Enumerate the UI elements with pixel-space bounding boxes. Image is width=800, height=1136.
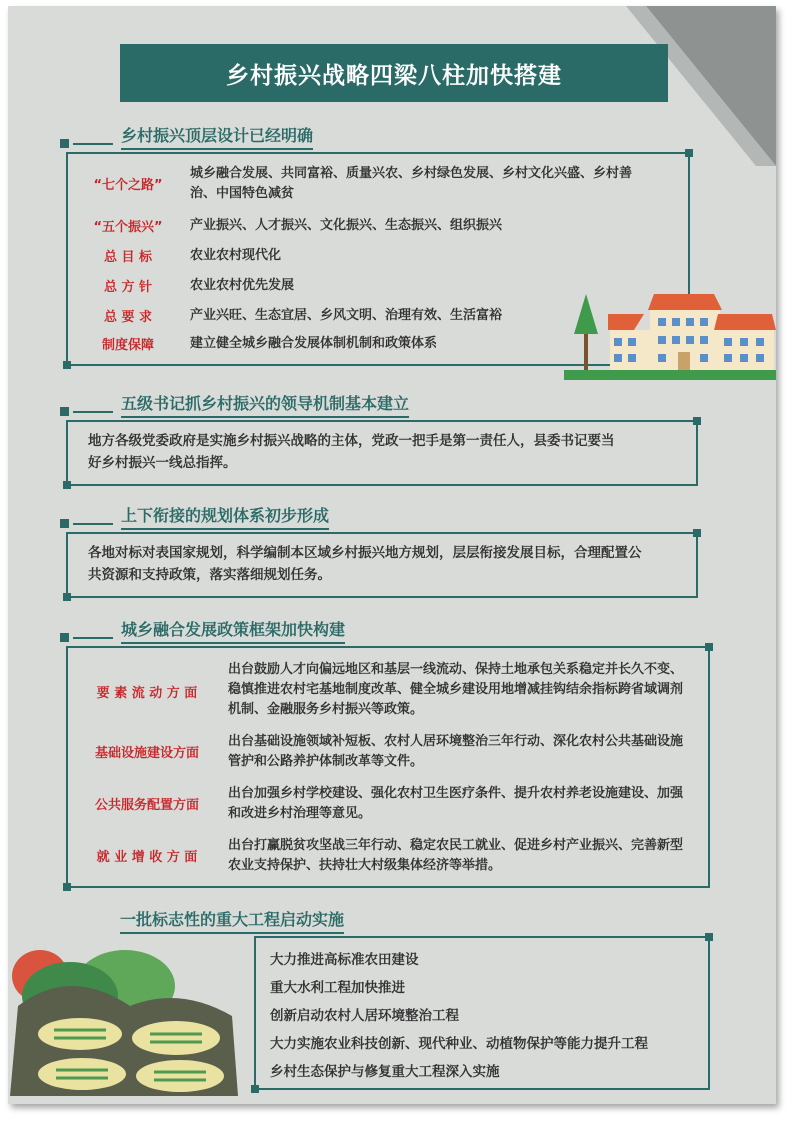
list-item: 重大水利工程加快推进 bbox=[270, 980, 405, 996]
row-label: 就 业 增 收 方 面 bbox=[96, 850, 198, 865]
row-label: 总 方 针 bbox=[103, 280, 153, 295]
farmland-illustration bbox=[10, 946, 238, 1096]
section5-heading-wrap bbox=[60, 910, 344, 934]
house-illustration bbox=[564, 284, 776, 380]
section1-heading-wrap bbox=[60, 126, 313, 150]
row-value: 建立健全城乡融合发展体制机制和政策体系 bbox=[190, 336, 438, 351]
list-item: 大力推进高标准农田建设 bbox=[270, 952, 419, 968]
page-title: 乡村振兴战略四梁八柱加快搭建 bbox=[120, 44, 668, 102]
row-label: “五个振兴” bbox=[93, 220, 163, 235]
row-label: 总 目 标 bbox=[103, 250, 153, 265]
section3-heading: 上下衔接的规划体系初步形成 bbox=[121, 506, 329, 530]
row-value: 出台鼓励人才向偏远地区和基层一线流动、保持土地承包关系稳定并长久不变、稳慎推进农村宅基地制度改革、健全城乡建设用地增减挂钩结余指标跨省域调剂机制、金融服务乡村振兴等政策。 bbox=[228, 662, 684, 717]
row-value: 城乡融合发展、共同富裕、质量兴农、乡村绿色发展、乡村文化兴盛、乡村善治、中国特色减贫 bbox=[190, 166, 633, 201]
poster bbox=[8, 6, 776, 1104]
row-label: 公共服务配置方面 bbox=[94, 798, 199, 813]
list-item: 大力实施农业科技创新、现代种业、动植物保护等能力提升工程 bbox=[270, 1036, 648, 1052]
row-value: 产业振兴、人才振兴、文化振兴、生态振兴、组织振兴 bbox=[190, 218, 503, 233]
section3-box bbox=[66, 532, 698, 598]
row-value: 出台加强乡村学校建设、强化农村卫生医疗条件、提升农村养老设施建设、加强和改进乡村治理等意见。 bbox=[228, 786, 684, 821]
section3-heading-wrap bbox=[60, 506, 329, 530]
row-value: 出台基础设施领域补短板、农村人居环境整治三年行动、深化农村公共基础设施管护和公路养护体制改革等文件。 bbox=[228, 734, 684, 769]
section2-text: 地方各级党委政府是实施乡村振兴战略的主体，党政一把手是第一责任人，县委书记要当好乡村振兴一线总指挥。 bbox=[88, 433, 615, 471]
section2-heading: 五级书记抓乡村振兴的领导机制基本建立 bbox=[121, 394, 409, 418]
section4-heading: 城乡融合发展政策框架加快构建 bbox=[121, 620, 345, 644]
section3-text: 各地对标对表国家规划，科学编制本区域乡村振兴地方规划，层层衔接发展目标，合理配置公共资源和支持政策，落实落细规划任务。 bbox=[88, 545, 642, 583]
row-value: 出台打赢脱贫攻坚战三年行动、稳定农民工就业、促进乡村产业振兴、完善新型农业支持保护、扶持壮大村级集体经济等举措。 bbox=[228, 838, 684, 873]
row-label: 基础设施建设方面 bbox=[94, 746, 199, 761]
row-label: 制度保障 bbox=[101, 338, 154, 353]
list-item: 创新启动农村人居环境整治工程 bbox=[270, 1008, 459, 1024]
section4-box bbox=[66, 646, 710, 888]
section2-box bbox=[66, 420, 698, 486]
section5-box bbox=[254, 936, 710, 1090]
list-item: 乡村生态保护与修复重大工程深入实施 bbox=[270, 1064, 500, 1080]
section2-heading-wrap bbox=[60, 394, 409, 418]
row-value: 农业农村现代化 bbox=[190, 248, 282, 263]
section4-heading-wrap bbox=[60, 620, 345, 644]
row-value: 农业农村优先发展 bbox=[190, 278, 295, 293]
row-label: 总 要 求 bbox=[103, 310, 153, 325]
section1-heading: 乡村振兴顶层设计已经明确 bbox=[121, 126, 313, 150]
row-label: 要 素 流 动 方 面 bbox=[96, 686, 198, 701]
row-value: 产业兴旺、生态宜居、乡风文明、治理有效、生活富裕 bbox=[190, 308, 503, 323]
row-label: “七个之路” bbox=[93, 178, 163, 193]
section5-heading: 一批标志性的重大工程启动实施 bbox=[120, 910, 344, 934]
